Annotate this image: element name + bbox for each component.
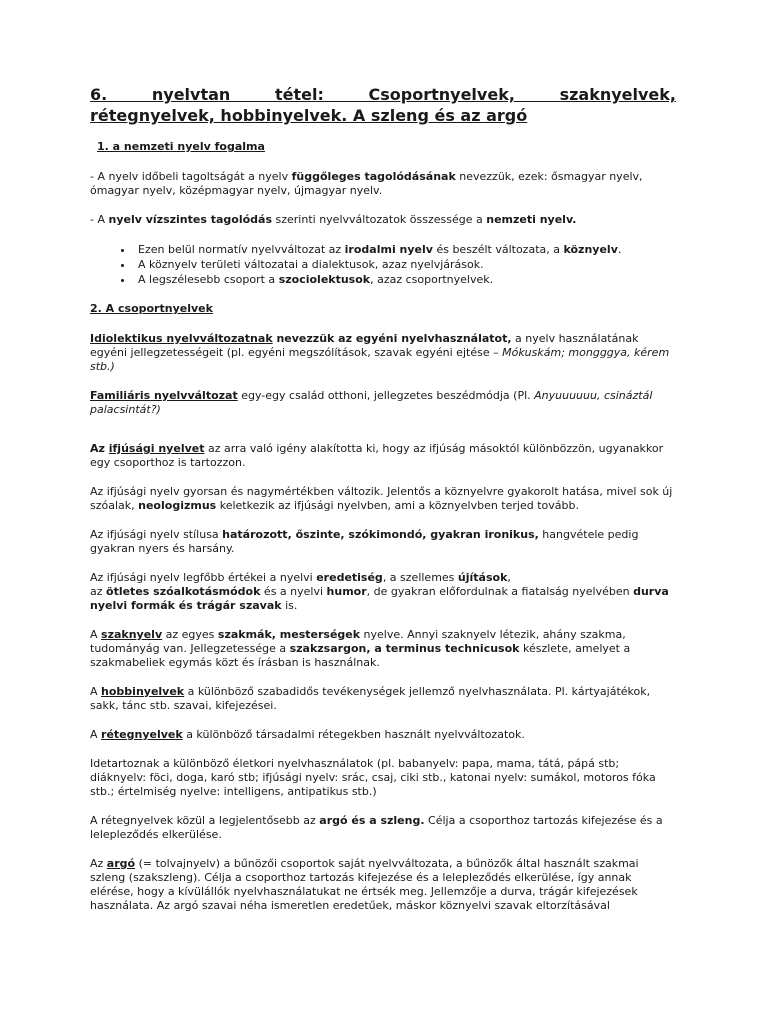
paragraph-horizontal-division: - A nyelv vízszintes tagolódás szerinti nyelvváltozatok összessége a nemzeti nyelv. xyxy=(90,213,577,226)
list-item: • A köznyelv területi változatai a dialektusok, azaz nyelvjárások. xyxy=(134,257,676,272)
paragraph-age-groups: Idetartoznak a különböző életkori nyelvhasználatok (pl. babanyelv: papa, mama, tátá, pápá stb; diáknyelv: föci, doga, karó stb; ifjúsági nyelv: srác, csaj, ciki stb., katonai nyelv: sumákol, motoros fóka stb.; értelmiség nyelve: intelligens, antipatikus stb.) xyxy=(90,757,656,798)
list-item: • Ezen belül normatív nyelvváltozat az irodalmi nyelv és beszélt változata, a köznyelv. xyxy=(134,242,676,257)
section-1-heading: 1. a nemzeti nyelv fogalma xyxy=(97,140,265,153)
paragraph-idiolect: Idiolektikus nyelvváltozatnak nevezzük az egyéni nyelvhasználatot, a nyelv használatának egyéni jellegzetességeit (pl. egyéni megszólítások, szavak egyéni ejtése – Mókuskám; mongggya, kérem stb.) xyxy=(90,332,670,373)
paragraph-youth-4: Az ifjúsági nyelv legfőbb értékei a nyelvi eredetiség, a szellemes újítások, az ötletes szóalkotásmódok és a nyelvi humor, de gyakran előfordulnak a fiatalság nyelvében durva nyelvi formák és trágár szavak is. xyxy=(90,571,669,612)
paragraph-familiar: Familiáris nyelvváltozat egy-egy család otthoni, jellegzetes beszédmódja (Pl. Anyuuuuuu, csináztál palacsintát?) xyxy=(90,389,653,416)
paragraph-youth-1: Az ifjúsági nyelvet az arra való igény alakította ki, hogy az ifjúság másoktól különbözzön, ugyanakkor egy csoporthoz is tartozzon. xyxy=(90,442,664,469)
paragraph-vertical-division: - A nyelv időbeli tagoltságát a nyelv függőleges tagolódásának nevezzük, ezek: ősmagyar nyelv, ómagyar nyelv, középmagyar nyelv, újmagyar nyelv. xyxy=(90,170,643,197)
document-page xyxy=(90,84,676,913)
page-title xyxy=(90,84,676,126)
list-item: • A legszélesebb csoport a szociolektusok, azaz csoportnyelvek. xyxy=(134,272,676,287)
paragraph-youth-3: Az ifjúsági nyelv stílusa határozott, őszinte, szókimondó, gyakran ironikus, hangvétele pedig gyakran nyers és harsány. xyxy=(90,528,639,555)
paragraph-layer-language: A rétegnyelvek a különböző társadalmi rétegekben használt nyelvváltozatok. xyxy=(90,728,525,741)
paragraph-argot: Az argó (= tolvajnyelv) a bűnözői csoportok saját nyelvváltozata, a bűnözők által használt szakmai szleng (szakszleng). Célja a csoporthoz tartozás kifejezése és a lelepleződés elkerülése, így annak elérése, hogy a kívülállók nyelvhasználatukat ne értsék meg. Jellemzője a durva, trágár kifejezések használata. Az argó szavai néha ismeretlen eredetűek, máskor köznyelvi szavak eltorzításával xyxy=(90,857,639,912)
section-2-heading: 2. A csoportnyelvek xyxy=(90,302,213,315)
paragraph-hobby-language: A hobbinyelvek a különböző szabadidős tevékenységek jellemző nyelvhasználata. Pl. kártyajátékok, sakk, tánc stb. szavai, kifejezései. xyxy=(90,685,651,712)
title-line-1: 6. nyelvtan tétel: Csoportnyelvek, szaknyelvek, xyxy=(90,85,676,104)
title-line-2: rétegnyelvek, hobbinyelvek. A szleng és az argó xyxy=(90,106,528,125)
paragraph-slang: A rétegnyelvek közül a legjelentősebb az argó és a szleng. Célja a csoporthoz tartozás kifejezése és a lelepleződés elkerülése. xyxy=(90,814,663,841)
paragraph-youth-2: Az ifjúsági nyelv gyorsan és nagymértékben változik. Jelentős a köznyelvre gyakorolt hatása, mivel sok új szóalak, neologizmus keletkezik az ifjúsági nyelvben, ami a köznyelvben terjed tovább. xyxy=(90,485,673,512)
bullet-list xyxy=(90,242,676,287)
paragraph-professional-language: A szaknyelv az egyes szakmák, mesterségek nyelve. Annyi szaknyelv létezik, ahány szakma, tudományág van. Jellegzetessége a szakzsargon, a terminus technicusok készlete, amelyet a szakmabeliek egymás közt és írásban is használnak. xyxy=(90,628,631,669)
